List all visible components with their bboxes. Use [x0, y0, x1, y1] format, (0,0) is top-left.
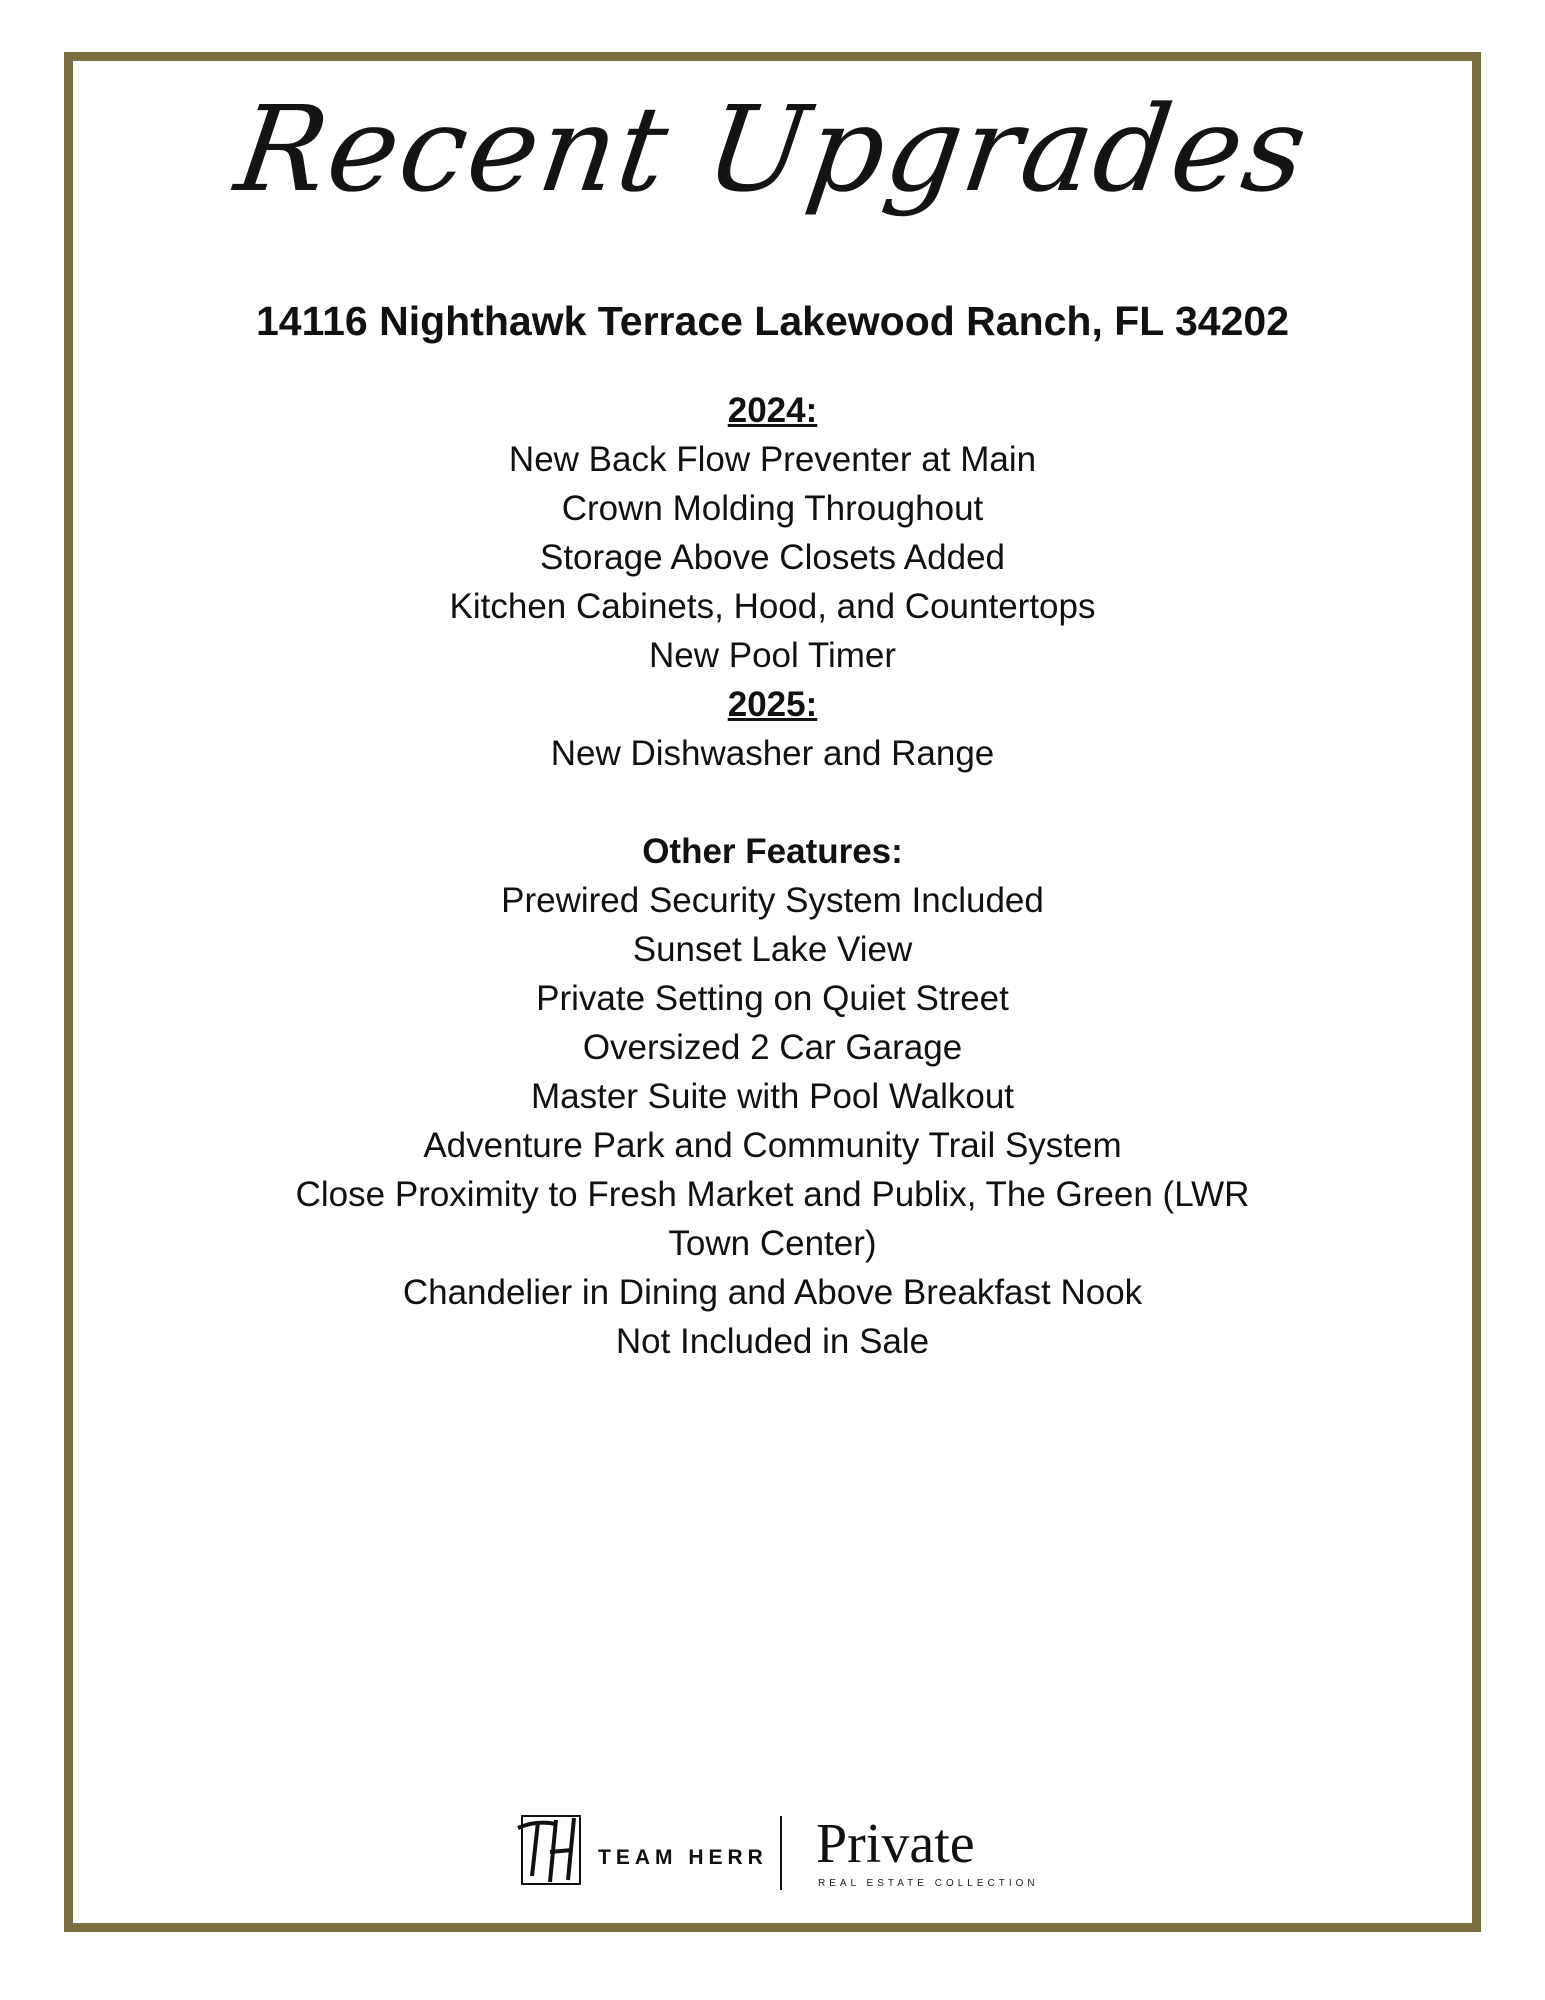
list-item: Close Proximity to Fresh Market and Publix, The Green (LWR: [295, 1175, 1250, 1214]
list-item: Crown Molding Throughout: [561, 489, 984, 528]
list-item: Prewired Security System Included: [501, 881, 1044, 920]
list-item: Town Center): [668, 1224, 877, 1263]
list-item: Oversized 2 Car Garage: [582, 1028, 963, 1067]
list-item: Sunset Lake View: [632, 930, 913, 969]
property-address: 14116 Nighthawk Terrace Lakewood Ranch, FL 34202: [255, 298, 1290, 344]
list-item: Kitchen Cabinets, Hood, and Countertops: [449, 587, 1096, 626]
other-features-heading: Other Features:: [642, 832, 903, 871]
list-item: Chandelier in Dining and Above Breakfast Nook: [402, 1273, 1143, 1312]
team-name: TEAM HERR: [598, 1846, 768, 1869]
brand-name: Private: [816, 1813, 975, 1875]
team-herr-logo-icon: [516, 1810, 588, 1890]
list-item: New Dishwasher and Range: [550, 734, 995, 773]
year-heading-2025: 2025:: [727, 685, 818, 724]
year-heading-2024: 2024:: [727, 391, 818, 430]
list-item: New Pool Timer: [648, 636, 897, 675]
brand-tagline: REAL ESTATE COLLECTION: [818, 1878, 1039, 1889]
list-item: Storage Above Closets Added: [539, 538, 1006, 577]
upgrades-list: [0, 386, 1545, 1366]
footer-branding: [0, 1808, 1545, 1896]
footer-divider: [780, 1816, 782, 1890]
list-item: Adventure Park and Community Trail System: [423, 1126, 1122, 1165]
list-item: Not Included in Sale: [615, 1322, 930, 1361]
list-item: Private Setting on Quiet Street: [536, 979, 1009, 1018]
list-item: Master Suite with Pool Walkout: [530, 1077, 1015, 1116]
list-item: New Back Flow Preventer at Main: [508, 440, 1037, 479]
page-title: Recent Upgrades: [228, 80, 1317, 218]
